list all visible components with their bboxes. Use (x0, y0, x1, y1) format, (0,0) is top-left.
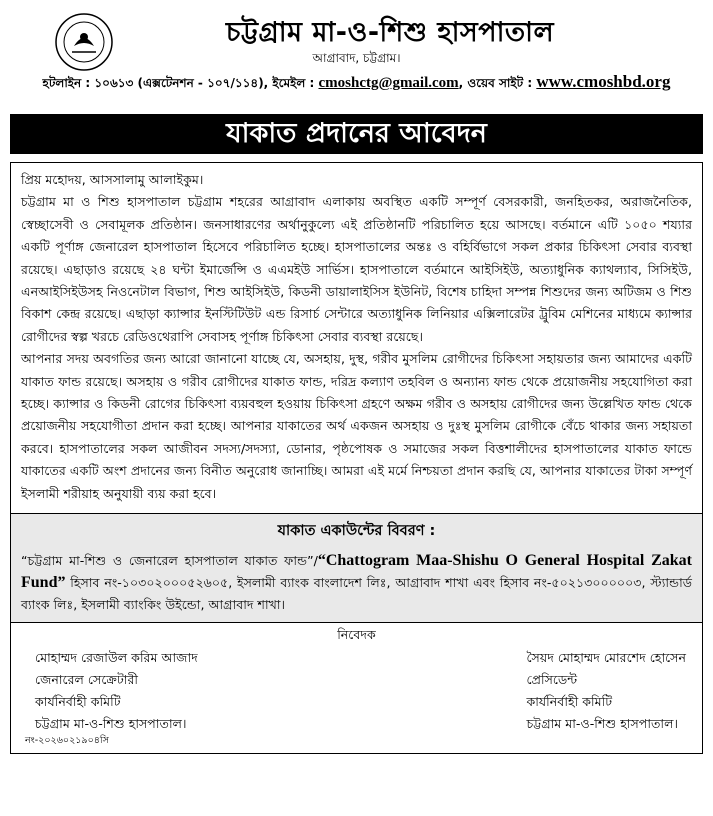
fund-name-en: “Chattogram Maa-Shishu O General Hospital Zakat Fund” (21, 552, 692, 592)
signatory-left-org: চট্টগ্রাম মা-ও-শিশু হাসপাতাল। (35, 716, 187, 732)
website-link[interactable]: www.cmoshbd.org (536, 72, 671, 91)
account-title: যাকাত একাউন্টের বিবরণ : (277, 523, 436, 540)
signatory-left-committee: কার্যনির্বাহী কমিটি (35, 694, 121, 710)
signature-block (11, 623, 702, 753)
appeal-banner: যাকাত প্রদানের আবেদন (10, 114, 703, 154)
signatory-left (35, 647, 198, 735)
signatory-right-name: সৈয়দ মোহাম্মদ মোরশেদ হোসেন (526, 650, 686, 666)
signatory-left-role: জেনারেল সেক্রেটারী (35, 672, 138, 688)
hospital-address: আগ্রাবাদ, চট্টগ্রাম। (312, 51, 401, 65)
signature-label: নিবেদক (337, 627, 376, 643)
paragraph-zakat: আপনার সদয় অবগতির জন্য আরো জানানো যাচ্ছে যে, অসহায়, দুস্থ, গরীব মুসলিম রোগীদের চিকিৎসা সহায়তার জন্য আমাদের একটি যাকাত ফান্ড রয়েছে। অসহায় ও গরীব রোগীদের যাকাত ফান্ড, দরিদ্র কল্যাণ তহবিল ও অন্যান্য ফান্ড থেকে প্রয়োজনীয় সহযোগিতা করা হচ্ছে। ক্যান্সার ও কিডনী রোগের চিকিৎসা ব্যয়বহুল হওয়ায় চিকিৎসা গ্রহণে অক্ষম গরীব ও অসহায় রোগীদের জন্য উল্লেখিত ফান্ড থেকে প্রয়োজনীয় সহযোগীতা প্রদান করা হচ্ছে। আপনার যাকাতের অর্থ একজন অসহায় ও দুঃস্থ মুসলিম রোগীকে বেঁচে থাকার জন্য সহায়তা করবে। হাসপাতালের সকল আজীবন সদস্য/সদস্যা, ডোনার, পৃষ্ঠপোষক ও সমাজের সকল বিত্তশালীদের হাসপাতালের যাকাত ফান্ডে যাকাতের একটি অংশ প্রদানের জন্য বিনীত অনুরোধ জানাচ্ছি। আমরা এই মর্মে নিশ্চয়তা প্রদান করছি যে, আপনার যাকাতের টাকা সম্পূর্ণ ইসলামী শরীয়াহ অনুযায়ী ব্যয় করা হবে। (21, 351, 692, 501)
phone-label: হটলাইন : ১০৬১৩ (এক্সটেনশন - ১০৭/১১৪), ইমেইল : (42, 76, 315, 90)
hospital-name: চট্টগ্রাম মা-ও-শিশু হাসপাতাল (225, 17, 555, 48)
letter-box (10, 162, 703, 754)
signatory-right (526, 647, 686, 735)
signatory-left-name: মোহাম্মদ রেজাউল করিম আজাদ (35, 650, 198, 666)
header (10, 6, 703, 110)
account-text (21, 550, 692, 616)
paragraph-intro: চট্টগ্রাম মা ও শিশু হাসপাতাল চট্টগ্রাম শহরের আগ্রাবাদ এলাকায় অবস্থিত একটি সম্পূর্ণ বেসরকারী, জনহিতকর, অরাজনৈতিক, স্বেচ্ছাসেবী ও সেবামূলক প্রতিষ্ঠান। জনসাধারণের অর্থানুকুল্যে এই প্রতিষ্ঠানটি পরিচালিত হয়ে আসছে। বর্তমানে এটি ১০৫০ শয্যার একটি পূর্ণাঙ্গ জেনারেল হাসপাতাল হিসেবে পরিচালিত হচ্ছে। হাসপাতালের অন্তঃ ও বহির্বিভাগে সকল প্রকার চিকিৎসা সেবার ব্যবস্থা রয়েছে। এছাড়াও রয়েছে ২৪ ঘন্টা ইমার্জেন্সি ও এএমইউ সার্ভিস। হাসপাতালে বর্তমানে আইসিইউ, অত্যাধুনিক ক্যাথল্যাব, সিসিইউ, এনআইসিইউসহ নিওনেটাল বিভাগ, শিশু আইসিইউ, কিডনী ডায়ালাইসিস ইউনিট, বিশেষ চাহিদা সম্পন্ন শিশুদের জন্য অটিজম ও শিশু বিকাশ কেন্দ্র রয়েছে। এছাড়া ক্যান্সার ইনস্টিটিউট এন্ড রিসার্চ সেন্টারে অত্যাধুনিক লিনিয়ার এক্সিলারেটর ট্রুবিম মেশিনের মাধ্যমে ক্যান্সার রোগীদের স্বল্প খরচে রেডিওথেরাপি সেবাসহ পূর্ণাঙ্গ চিকিৎসা সেবার ব্যবস্থা রয়েছে। (21, 194, 692, 344)
email-link[interactable]: cmoshctg@gmail.com (318, 75, 459, 91)
fund-name-bn: “চট্টগ্রাম মা-শিশু ও জেনারেল হাসপাতাল যাকাত ফান্ড”/ (21, 553, 318, 569)
signatory-right-role: প্রেসিডেন্ট (526, 672, 578, 688)
account-details (11, 513, 702, 623)
signatory-right-committee: কার্যনির্বাহী কমিটি (526, 694, 613, 710)
signatory-right-org: চট্টগ্রাম মা-ও-শিশু হাসপাতাল। (526, 716, 678, 732)
letter-body (11, 163, 702, 513)
contact-line (10, 72, 703, 95)
reference-number: নং-২০২৬০২১৯০৪সি (25, 735, 109, 747)
website-label: , ওয়েব সাইট : (458, 76, 533, 90)
salutation: প্রিয় মহোদয়, আসসালামু আলাইকুম। (21, 172, 204, 187)
account-numbers: হিসাব নং-১০৩০২০০০৫২৬০৫, ইসলামী ব্যাংক বাংলাদেশ লিঃ, আগ্রাবাদ শাখা এবং হিসাব নং-৫০২১৩০০০০০৩, স্ট্যান্ডার্ড ব্যাংক লিঃ, ইসলামী ব্যাংকিং উইন্ডো, আগ্রাবাদ শাখা। (21, 575, 692, 613)
